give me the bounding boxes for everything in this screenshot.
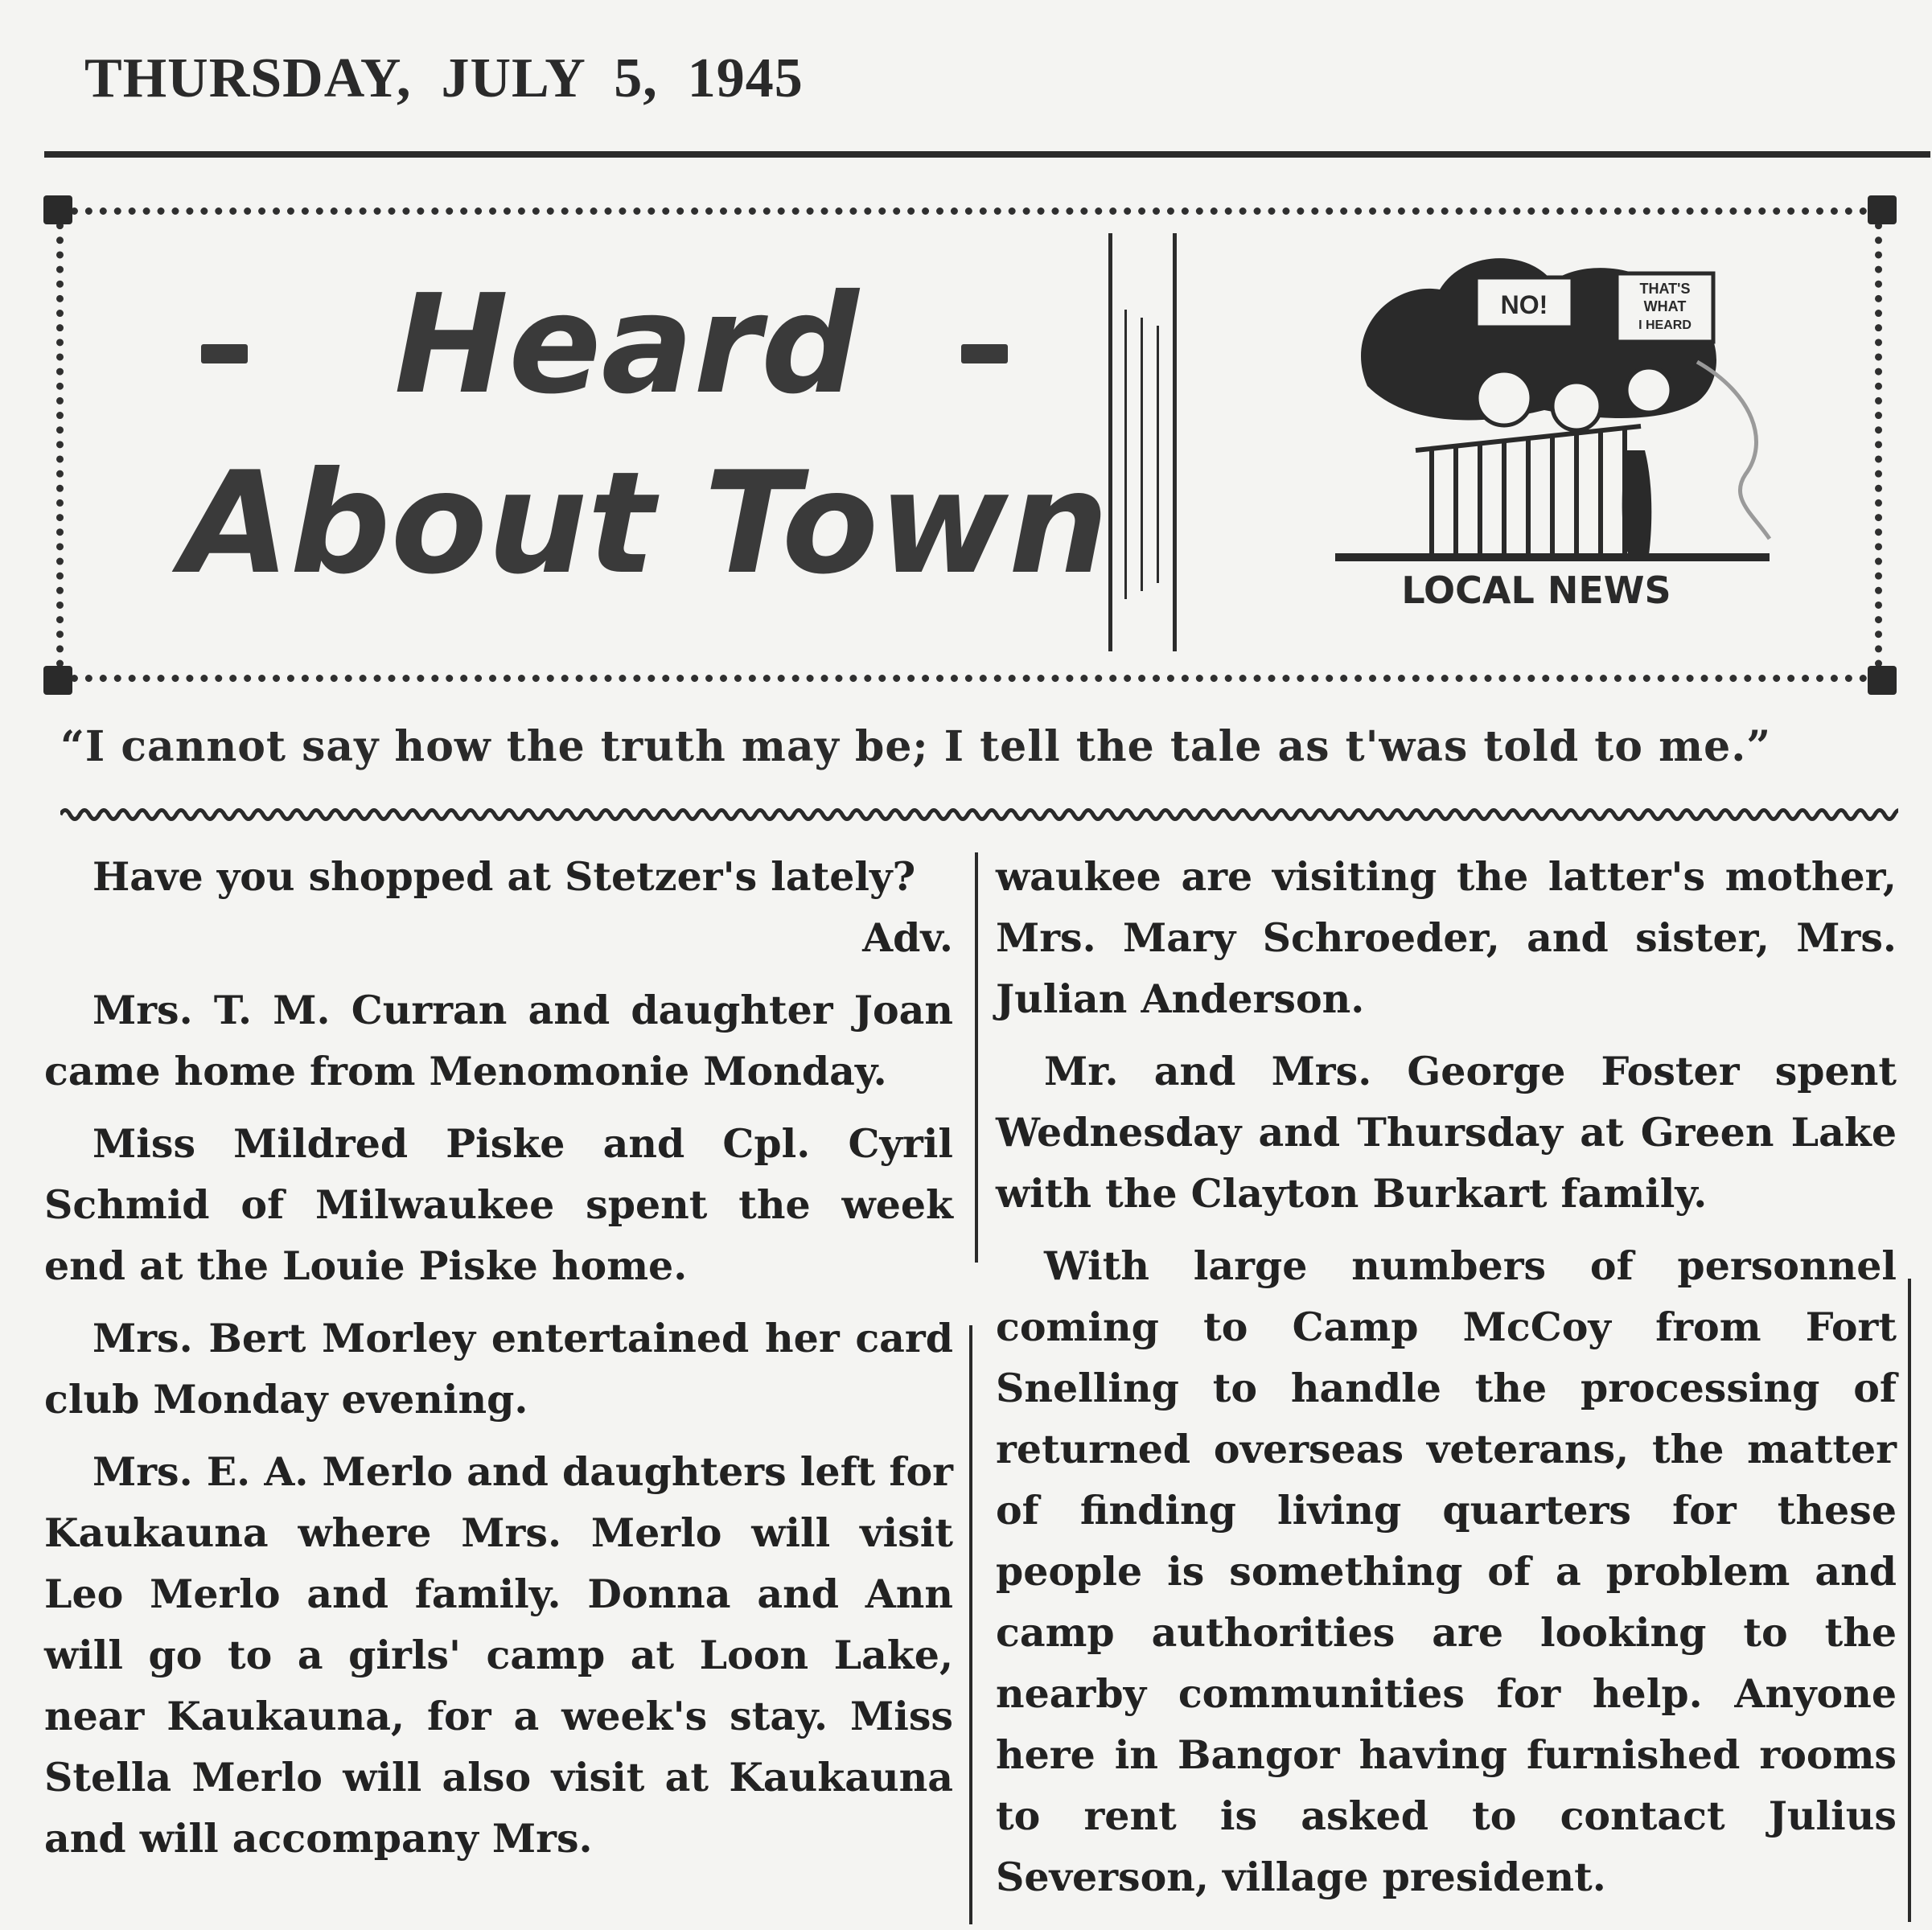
cartoon-caption: LOCAL NEWS <box>1401 569 1671 612</box>
sign-right-text-3: I HEARD <box>1638 318 1692 332</box>
banner-divider-line <box>1157 326 1159 583</box>
banner-corner <box>43 666 72 695</box>
news-item: Miss Mildred Piske and Cpl. Cyril Schmid of Milwaukee spent the week end at the Louie Piske home. <box>44 1120 953 1289</box>
wavy-rule <box>60 803 1898 827</box>
sign-right-text-1: THAT'S <box>1639 281 1691 297</box>
banner-divider-line <box>1173 233 1177 651</box>
banner-corner <box>1868 666 1897 695</box>
headline-dash <box>201 344 248 363</box>
column-separator <box>975 852 978 1263</box>
right-column <box>996 846 1897 1907</box>
headline-line-2: About Town <box>181 442 1109 606</box>
headline-line-1: Heard <box>394 265 859 425</box>
gossip-cartoon-illustration <box>1319 233 1786 619</box>
sign-right-text-2: WHAT <box>1643 298 1687 314</box>
news-item: With large numbers of personnel coming to Camp McCoy from Fort Snelling to handle the processing of returned overseas veterans, the matter of finding living quarters for these people is something of a problem and camp authorities are looking to the nearby communities for help. Anyone here in Bangor having furnished rooms to rent is asked to contact Julius Severson, village president. <box>996 1242 1897 1900</box>
banner-divider-line <box>1124 310 1127 599</box>
banner-divider-line <box>1141 318 1143 591</box>
banner-corner <box>43 195 72 224</box>
news-item: Mr. and Mrs. George Foster spent Wednesday and Thursday at Green Lake with the Clayton Burkart family. <box>996 1048 1897 1217</box>
advertisement-tag: Adv. <box>862 914 953 961</box>
news-item: waukee are visiting the latter's mother, Mrs. Mary Schroeder, and sister, Mrs. Julian Anderson. <box>996 853 1897 1022</box>
banner-corner <box>1868 195 1897 224</box>
news-item <box>44 846 953 968</box>
news-item-text: Have you shopped at Stetzer's lately? <box>92 853 916 900</box>
news-item: Mrs. Bert Morley entertained her card club Monday evening. <box>44 1315 953 1423</box>
column-separator <box>1908 1279 1911 1922</box>
column-separator <box>969 1325 972 1924</box>
date-line: THURSDAY, JULY 5, 1945 <box>84 47 804 109</box>
banner-divider-line <box>1108 233 1112 651</box>
news-item: Mrs. E. A. Merlo and daughters left for Kaukauna where Mrs. Merlo will visit Leo Merlo and family. Donna and Ann will go to a girls' camp at Loon Lake, near Kaukauna, for a week's stay. Miss Stella Merlo will also visit at Kaukauna and will accompany Mrs. <box>44 1448 953 1862</box>
left-column <box>44 846 953 1869</box>
headline-dash <box>961 344 1008 363</box>
top-rule <box>44 151 1930 158</box>
sign-left-text: NO! <box>1500 290 1548 319</box>
news-item: Mrs. T. M. Curran and daughter Joan came home from Menomonie Monday. <box>44 987 953 1094</box>
tagline-quote: “I cannot say how the truth may be; I tell the tale as t'was told to me.” <box>60 722 1772 771</box>
